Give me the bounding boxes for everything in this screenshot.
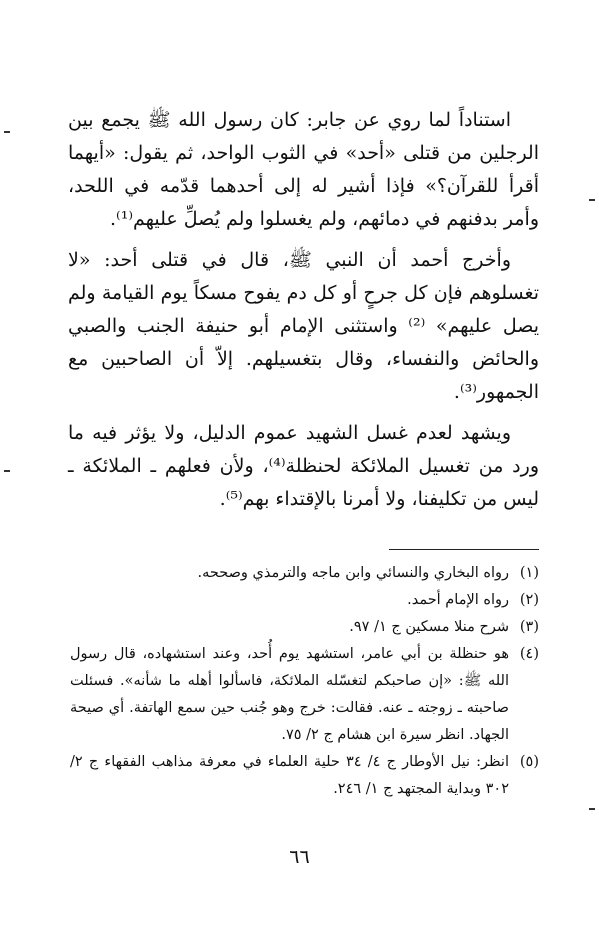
edge-mark [589,199,595,201]
footnotes [70,560,539,803]
footnote-text: شرح منلا مسكين ج ١/ ٩٧. [349,619,509,635]
footnote-number: (٥) [519,754,539,770]
footnote-text: هو حنظلة بن أبي عامر، استشهد يوم أُحد، وعند استشهاده، قال رسول الله ﷺ: «إن صاحبكم لتغسّله الملائكة، فاسألوا أهله ما شأنه». فسئلت صاحبته ـ زوجته ـ عنه. فقالت: خرج وهو جُنب حين سمع الهاتفة. أي صيحة الجهاد. انظر سيرة ابن هشام ج ٢/ ٧٥. [70,646,509,743]
footnote-2 [70,587,539,614]
edge-mark [4,470,10,472]
main-text [68,104,539,516]
footnote-divider [389,549,539,550]
footnote-text: انظر: نيل الأوطار ج ٤/ ٣٤ حلية العلماء في معرفة مذاهب الفقهاء ج ٢/ ٣٠٢ وبداية المجتهد ج ١/ ٢٤٦. [70,754,509,797]
paragraph-1: استناداً لما روي عن جابر: كان رسول الله ﷺ يجمع بين الرجلين من قتلى «أحد» في الثوب الواحد، ثم يقول: «أيهما أقرأ للقرآن؟» فإذا أشير له إلى أحدهما قدّمه في اللحد، وأمر بدفنهم في دمائهم، ولم يغسلوا ولم يُصلِّ عليهم⁽¹⁾. [68,109,539,230]
footnote-number: (١) [519,565,539,581]
footnote-3 [70,614,539,641]
footnote-number: (٢) [519,592,539,608]
footnote-5 [70,749,539,803]
footnote-number: (٤) [519,646,539,662]
footnote-1 [70,560,539,587]
footnote-number: (٣) [519,619,539,635]
edge-mark [4,131,10,133]
edge-mark [589,808,595,810]
footnote-text: رواه الإمام أحمد. [407,592,509,608]
paragraph-3: ويشهد لعدم غسل الشهيد عموم الدليل، ولا يؤثر فيه ما ورد من تغسيل الملائكة لحنظلة⁽⁴⁾، ولأن فعلهم ـ الملائكة ـ ليس من تكليفنا، ولا أمرنا بالإقتداء بهم⁽⁵⁾. [68,422,539,510]
page-number: ٦٦ [289,846,310,868]
footnote-text: رواه البخاري والنسائي وابن ماجه والترمذي وصححه. [197,565,509,581]
footnote-4 [70,641,539,749]
paragraph-2: وأخرج أحمد أن النبي ﷺ، قال في قتلى أحد: «لا تغسلوهم فإن كل جرحٍ أو كل دم يفوح مسكاً يوم القيامة ولم يصل عليهم» ⁽²⁾ واستثنى الإمام أبو حنيفة الجنب والصبي والحائض والنفساء، وقال بتغسيلهم. إلاّ أن الصاحبين مع الجمهور⁽³⁾. [68,249,539,403]
